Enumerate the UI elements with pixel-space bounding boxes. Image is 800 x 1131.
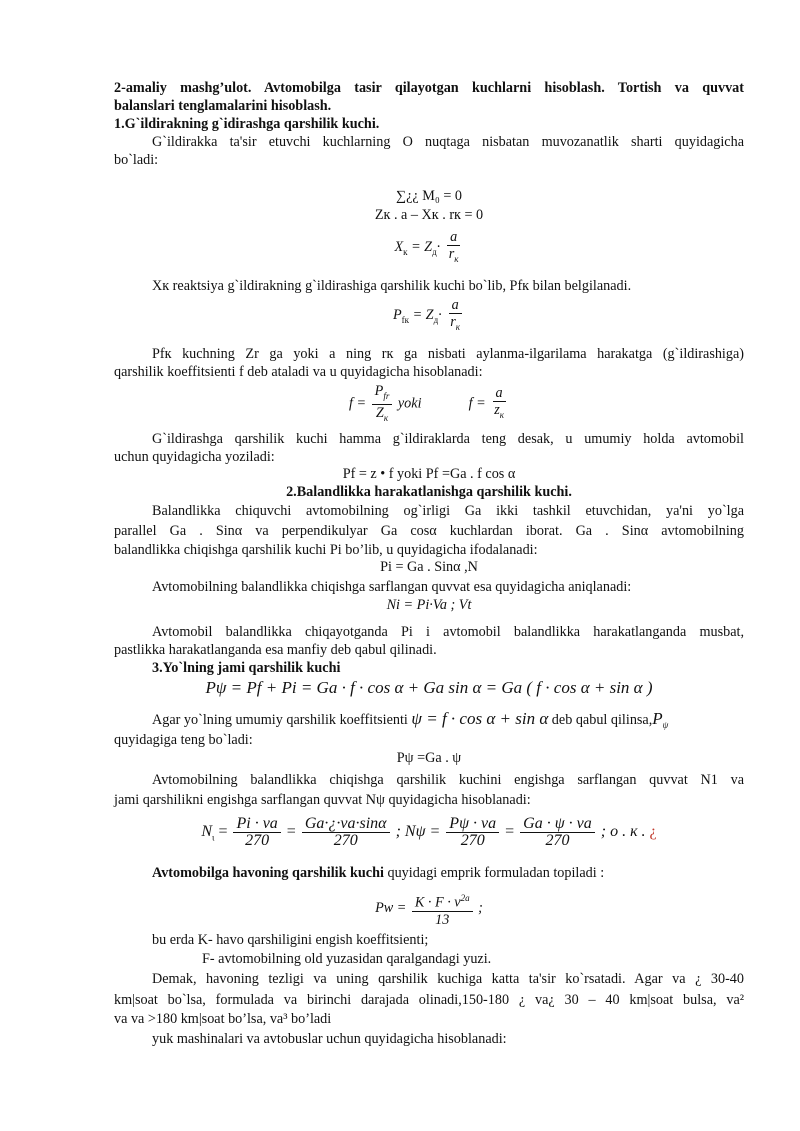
paragraph-12: F- avtomobilning old yuzasidan qaralgandagi yuzi.: [202, 951, 492, 967]
paragraph-4-line-1: G`ildirashga qarshilik kuchi hamma g`ildiraklarda teng desak, u umumiy holda avtomobil: [152, 431, 744, 447]
title-line-1: 2-amaliy mashg’ulot. Avtomobilga tasir qilayotgan kuchlarni hisoblash. Tortish va quvvat: [114, 80, 744, 96]
section-3-heading: 3.Yo`lning jami qarshilik kuchi: [152, 660, 341, 676]
eq11-f4-num: Ga · ψ · va: [520, 816, 595, 833]
equation-air-resistance: [114, 890, 744, 928]
eq12-num: K · F · v: [414, 894, 461, 911]
eq3-den: r: [448, 246, 455, 262]
paragraph-8-line-2: quyidagiga teng bo`ladi:: [114, 732, 253, 748]
equation-pi: Pi = Gа . Sinα ,N: [380, 559, 478, 575]
eq3-num: a: [447, 229, 460, 246]
eq5-yoki: yoki: [397, 395, 422, 412]
paragraph-7-line-2: pastlikka harakatlanganda esa manfiy deb qabul qilinadi.: [114, 642, 437, 658]
paragraph-10: [152, 864, 744, 882]
paragraph-13-line-1: Demak, havoning tezligi vа uning qarshilik kuchiga katta ta'sir ko`rsatadi. Agar vа ¿ 30-40: [152, 971, 744, 987]
eq11-f2-den: 270: [333, 832, 358, 849]
eq3-mid: = Z: [411, 239, 433, 256]
eq5-den-sub: к: [383, 412, 389, 423]
eq11-f4-den: 270: [545, 832, 570, 849]
eq11-fraction-2: [302, 816, 390, 849]
paragraph-5-line-1: Balandlikka chiquvchi avtomobilning og`irligi Gа ikki tashkil etuvchidan, ya'ni yo`lga: [152, 503, 744, 519]
eq4-mid: = Z: [412, 307, 434, 324]
eq11-f3-den: 270: [460, 832, 485, 849]
equation-moment-sum: ∑¿¿ M₀ = 0: [395, 188, 462, 204]
eq5b-den-sub: к: [499, 410, 504, 421]
paragraph-1-line-2: bo`ladi:: [114, 152, 159, 168]
eq5-fraction: [372, 383, 393, 426]
paragraph-9-line-2: jami qarshilikni engishga sarflangan quvvat Nψ quyidagicha hisoblanadi:: [114, 792, 531, 808]
eq12-num-sup: 2a: [460, 893, 470, 903]
equation-xk: $X_к = Z_д\cdot$ $\frac{a}{r_к}$: [114, 229, 744, 267]
eq3-den-sub: к: [454, 253, 459, 264]
equation-total-resistance: Pψ = Pf + Pi = Ga · f · cos α + Ga sin α = Ga ( f · cos α + sin α ): [205, 678, 653, 697]
paragraph-13-line-2: km|soat bo`lsa, formulada vа birinchi darajada olinadi,150-180 ¿ vа¿ 30 – 40 km|soat bulsa, vа²: [114, 992, 744, 1008]
eq4-fraction: [447, 297, 463, 335]
eq4-num: a: [449, 297, 462, 314]
paragraph-1-line-1: G`ildirakka ta'sir etuvchi kuchlarning O nuqtaga nisbatan muvozanatlik sharti quyidagicha: [152, 134, 744, 150]
p8-text-a: Agar yo`lning umumiy qarshilik koeffitsienti: [152, 712, 408, 728]
eq5b-den: z: [494, 402, 500, 419]
equation-ni: Ni = Pi·Va ; Vt: [386, 597, 472, 613]
p10-rest: quyidagi emprik formuladan topiladi :: [383, 865, 605, 881]
paragraph-5-line-2: parallel Gа . Sinα va perpendikulyar Gа cosα kuchlardan iborat. Gа . Sinα avtomobilning: [114, 523, 744, 539]
p8-p-sub: ψ: [662, 719, 669, 730]
eq11-f2-num: Ga·¿·va·sinα: [302, 816, 390, 833]
paragraph-9-line-1: Avtomobilning balandlikka chiqishga qarshilik kuchini engishga sarflangan quvvat N1 va: [152, 772, 744, 788]
paragraph-6: Avtomobilning balandlikka chiqishga sarflangan quvvat esa quyidagicha aniqlanadi:: [152, 579, 632, 595]
eq12-den: 13: [435, 911, 450, 928]
equation-balance: Zк . a – Xк . rк = 0: [374, 207, 484, 223]
eq12-lhs: Pw =: [375, 900, 407, 917]
eq11-fraction-4: [520, 816, 595, 849]
equation-p-psi: Pψ =Gа . ψ: [396, 750, 462, 766]
eq11-mid: ; Nψ =: [395, 823, 441, 841]
paragraph-7-line-1: Avtomobil balandlikka chiqayotganda Pi i avtomobil balandlikka harakatlanganda musbat,: [152, 624, 744, 640]
eq5-num: P: [374, 383, 384, 399]
eq11-f1-num: Pi · va: [233, 816, 280, 833]
equation-pf: Pf = z • f yoki Pf =Gа . f cos α: [342, 466, 516, 482]
eq3-fraction: [446, 229, 462, 267]
p10-bold: Avtomobilga havoning qarshilik kuchi: [152, 865, 384, 881]
eq12-fraction: [412, 890, 473, 928]
eq11-tail: ; o . к .: [600, 823, 646, 841]
p8-equation: ψ = f · cos α + sin α: [411, 709, 549, 728]
eq4-lhs-sub: fк: [401, 315, 410, 325]
equation-pfk: $P_{fк} = Z_д\cdot$ $\frac{a}{r_к}$: [114, 297, 744, 335]
title-line-2: balanslari tenglamalarini hisoblash.: [114, 98, 332, 114]
section-1-heading: 1.G`ildirakning g`idirashga qarshilik kuchi.: [114, 116, 380, 132]
paragraph-14: yuk mashinalari va avtobuslar uchun quyidagicha hisoblanadi:: [152, 1031, 507, 1047]
eq5-f: f =: [349, 395, 367, 412]
section-2-heading: 2.Balandlikka harakatlanishga qarshilik kuchi.: [286, 484, 572, 500]
paragraph-13-line-3: va vа >180 km|soat bo’lsa, vа³ bo’ladi: [114, 1011, 332, 1027]
paragraph-4-line-2: uchun quyidagicha yoziladi:: [114, 449, 275, 465]
eq11-fraction-1: [233, 816, 280, 849]
eq11-fraction-3: [446, 816, 499, 849]
p8-p: P: [652, 709, 663, 728]
eq11-f3-num: Pψ · va: [446, 816, 499, 833]
equation-f: [114, 383, 744, 426]
eq12-tail: ;: [478, 900, 483, 917]
eq3-lhs-sub: к: [403, 247, 408, 257]
equation-power: $N_\iota$ = $\frac{Pi \cdot va}{270}$ = $\frac{Ga\cdot¿\cdot va\cdot\sin\alpha}{270}$ ; Nψ = $\frac{P\psi \cdot va}{270}$ = $\frac{Ga \cdot \psi \cdot va}{270}$ ; o . к . ¿: [201, 815, 657, 849]
eq5-num-sub: fr: [383, 390, 390, 401]
eq5b-f: f =: [468, 395, 486, 412]
eq5b-num: a: [493, 385, 506, 402]
paragraph-5-line-3: balandlikka chiqishga qarshilik kuchi Pi bo’lib, u quyidagicha ifodalanadi:: [114, 542, 538, 558]
paragraph-11: bu erda K- havo qarshiligini engish koeffitsienti;: [152, 932, 429, 948]
eq4-mid-sub: д: [433, 315, 439, 325]
paragraph-2: Xк reaktsiya g`ildirakning g`ildirashiga qarshilik kuchi bo`lib, Pfк bilan belgilanadi.: [152, 278, 632, 294]
eq4-den-sub: к: [455, 321, 461, 332]
eq5b-fraction: [491, 385, 507, 423]
paragraph-3-line-2: qarshilik koeffitsienti f deb ataladi va u quyidagicha hisoblanadi:: [114, 364, 483, 380]
eq3-mid-sub: д: [432, 247, 437, 257]
paragraph-3-line-1: Pfк kuchning Zr ga yoki a ning rк ga nisbati aylanma-ilgarilama harakatga (g`ildirashiga): [152, 346, 744, 362]
eq11-lhs-sub: ι: [212, 832, 215, 843]
eq11-q: ¿: [649, 823, 657, 841]
eq11-lhs: N: [201, 823, 213, 841]
eq11-f1-den: 270: [245, 832, 270, 849]
eq4-lhs: P: [392, 307, 402, 324]
p8-text-b: deb qabul qilinsa,: [551, 712, 653, 728]
eq4-den: r: [450, 314, 456, 330]
eq5-den: Z: [375, 404, 384, 421]
eq3-lhs: X: [394, 239, 404, 256]
